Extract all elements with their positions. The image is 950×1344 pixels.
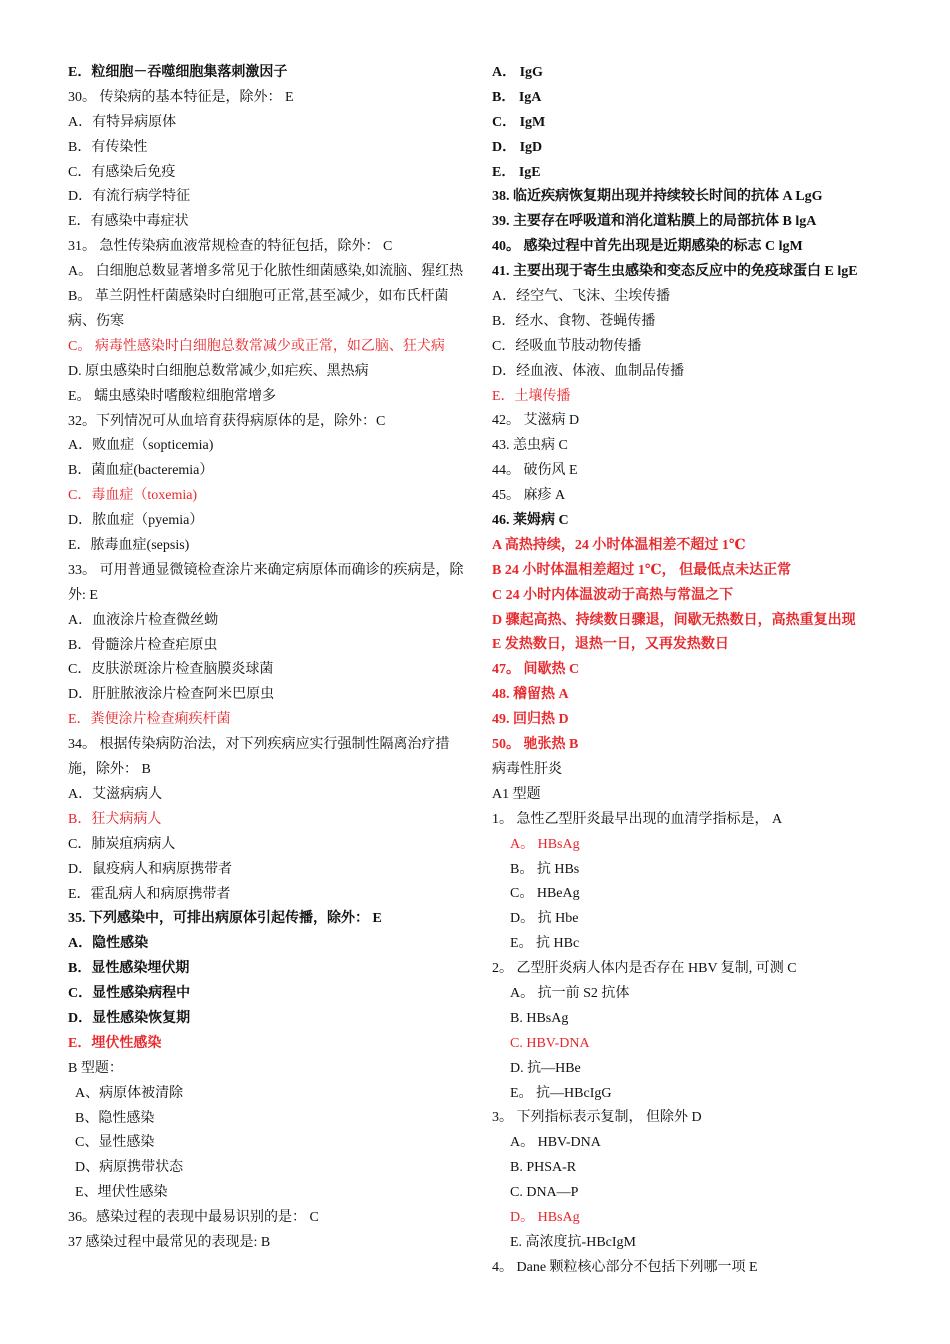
left-column-line: A．有特异病原体: [68, 114, 177, 130]
right-column-line: E。 抗—HBcIgG: [510, 1085, 612, 1101]
right-column-line: 42。 艾滋病 D: [492, 413, 580, 429]
left-column-line: B．有传染性: [68, 139, 148, 155]
right-column-line: A．经空气、飞沫、尘埃传播: [492, 289, 671, 305]
left-column-line: D．有流行病学特征: [68, 189, 191, 205]
right-column-line: C。 HBeAg: [510, 886, 580, 902]
right-column-line: B。 抗 HBs: [510, 861, 580, 877]
right-column-line: D。 HBsAg: [510, 1209, 580, 1225]
left-column-line: C．皮肤淤斑涂片检查脑膜炎球菌: [68, 662, 274, 678]
left-column-line: B．狂犬病病人: [68, 811, 162, 827]
right-column-line: B． IgA: [492, 89, 542, 105]
right-column-line: 39. 主要存在呼吸道和消化道粘膜上的局部抗体 B lgA: [492, 214, 817, 230]
left-column-line: B。 革兰阴性杆菌感染时白细胞可正常,甚至减少，如布氏杆菌病、伤寒: [68, 289, 449, 329]
left-column-line: C．有感染后免疫: [68, 164, 176, 180]
right-column-line: A。 HBsAg: [510, 836, 580, 852]
right-column-line: 病毒性肝炎: [492, 761, 562, 777]
left-column-line: 36。感染过程的表现中最易识别的是： C: [68, 1210, 319, 1226]
right-column-line: A 高热持续，24 小时体温相差不超过 1℃: [492, 537, 746, 553]
left-column-line: E．有感染中毒症状: [68, 214, 189, 230]
left-column-line: 30。 传染病的基本特征是，除外： E: [68, 89, 294, 105]
left-column: [68, 61, 468, 1256]
left-column-line: A．艾滋病病人: [68, 786, 163, 802]
left-column-line: A、病原体被清除: [75, 1085, 184, 1101]
left-column-line: D、病原携带状态: [75, 1160, 184, 1176]
left-column-line: E。 蠕虫感染时嗜酸粒细胞常增多: [68, 388, 277, 404]
left-column-line: B 型题：: [68, 1060, 123, 1076]
left-column-line: B．骨髓涂片检查疟原虫: [68, 637, 218, 653]
right-column-line: 46. 莱姆病 C: [492, 513, 569, 529]
right-column-line: D. 抗—HBe: [510, 1060, 581, 1076]
right-column-line: 48. 稽留热 A: [492, 687, 569, 703]
right-column-line: 41. 主要出现于寄生虫感染和变态反应中的免疫球蛋白 E lgE: [492, 264, 858, 280]
right-column-line: B．经水、食物、苍蝇传播: [492, 313, 656, 329]
right-column-line: C． IgM: [492, 114, 546, 130]
right-column-line: B. PHSA-R: [510, 1160, 577, 1176]
left-column-line: 31。 急性传染病血液常规检查的特征包括，除外： C: [68, 239, 393, 255]
right-column-line: E。 抗 HBc: [510, 936, 580, 952]
left-column-line: C．毒血症（toxemia): [68, 488, 198, 504]
left-column-line: B．菌血症(bacteremia）: [68, 463, 214, 479]
right-column-line: B. HBsAg: [510, 1010, 569, 1026]
left-column-line: 37 感染过程中最常见的表现是: B: [68, 1234, 271, 1250]
right-column-line: C. DNA—P: [510, 1185, 579, 1201]
right-column-line: 40。 感染过程中首先出现是近期感染的标志 C lgM: [492, 239, 803, 255]
left-column-line: 32。下列情况可从血培育获得病原体的是，除外：C: [68, 413, 386, 429]
right-column-line: 4。 Dane 颗粒核心部分不包括下列哪一项 E: [492, 1259, 758, 1275]
right-column-line: A1 型题: [492, 786, 541, 802]
left-column-line: 33。 可用普通显微镜检查涂片来确定病原体而确诊的疾病是，除外: E: [68, 562, 464, 603]
left-column-line: A．血液涂片检查微丝蚴: [68, 612, 219, 628]
right-column-line: 45。 麻疹 A: [492, 488, 566, 504]
right-column-line: 2。 乙型肝炎病人体内是否存在 HBV 复制, 可测 C: [492, 961, 797, 977]
right-column-line: 3。 下列指标表示复制， 但除外 D: [492, 1110, 702, 1126]
right-column-line: 38. 临近疾病恢复期出现并持续较长时间的抗体 A LgG: [492, 189, 823, 205]
left-column-line: A．败血症（sopticemia): [68, 438, 214, 454]
left-column-line: B．显性感染埋伏期: [68, 961, 190, 977]
left-column-line: B、隐性感染: [75, 1110, 155, 1126]
right-column-line: B 24 小时体温相差超过 1℃， 但最低点未达正常: [492, 562, 792, 578]
right-column-line: 1。 急性乙型肝炎最早出现的血清学指标是， A: [492, 811, 783, 827]
left-column-line: D．脓血症（pyemia）: [68, 513, 204, 529]
right-column-line: C. HBV-DNA: [510, 1035, 590, 1051]
left-column-line: E．埋伏性感染: [68, 1035, 162, 1051]
right-column-line: D 骤起高热、持续数日骤退，间歇无热数日，高热重复出现: [492, 612, 856, 628]
right-column-line: D。 抗 Hbe: [510, 911, 579, 927]
left-column-line: 34。 根据传染病防治法，对下列疾病应实行强制性隔离治疗措施，除外： B: [68, 737, 450, 778]
left-column-line: 35. 下列感染中，可排出病原体引起传播，除外： E: [68, 911, 382, 927]
left-column-line: D．肝脏脓液涂片检查阿米巴原虫: [68, 687, 275, 703]
left-column-line: E、埋伏性感染: [75, 1185, 168, 1201]
right-column-line: C．经吸血节肢动物传播: [492, 338, 642, 354]
right-column-line: E． IgE: [492, 164, 541, 180]
left-column-line: A。 白细胞总数显著增多常见于化脓性细菌感染,如流脑、猩红热: [68, 264, 464, 280]
right-column-line: A． IgG: [492, 65, 543, 80]
right-column-line: 50。 驰张热 B: [492, 737, 579, 753]
left-column-line: C。 病毒性感染时白细胞总数常减少或正常，如乙脑、狂犬病: [68, 338, 445, 354]
right-column-line: D． IgD: [492, 139, 543, 155]
right-column-line: E．土壤传播: [492, 388, 571, 404]
right-column-line: 49. 回归热 D: [492, 712, 569, 728]
left-column-line: D．鼠疫病人和病原携带者: [68, 861, 233, 877]
right-column: [492, 61, 912, 1281]
right-column-line: D．经血液、体液、血制品传播: [492, 363, 685, 379]
left-column-line: C．肺炭疽病病人: [68, 836, 176, 852]
right-column-line: 47。 间歇热 C: [492, 662, 580, 678]
left-column-line: C．显性感染病程中: [68, 986, 191, 1002]
left-column-line: E．粒细胞－吞噬细胞集落刺激因子: [68, 65, 288, 80]
left-column-line: E．霍乱病人和病原携带者: [68, 886, 231, 902]
right-column-line: A。 抗一前 S2 抗体: [510, 985, 630, 1001]
right-column-line: A。 HBV-DNA: [510, 1135, 601, 1151]
left-column-line: A．隐性感染: [68, 936, 149, 952]
right-column-line: 43. 恙虫病 C: [492, 438, 568, 454]
right-column-line: E. 高浓度抗-HBcIgM: [510, 1234, 636, 1250]
right-column-line: 44。 破伤风 E: [492, 463, 578, 479]
right-column-line: C 24 小时内体温波动于高热与常温之下: [492, 587, 734, 603]
left-column-line: D. 原虫感染时白细胞总数常减少,如疟疾、黑热病: [68, 363, 369, 379]
left-column-line: C、显性感染: [75, 1135, 155, 1151]
left-column-line: E．脓毒血症(sepsis): [68, 537, 190, 553]
left-column-line: D．显性感染恢复期: [68, 1010, 191, 1026]
right-column-line: E 发热数日，退热一日，又再发热数日: [492, 637, 729, 653]
left-column-line: E．粪便涂片检查痢疾杆菌: [68, 712, 231, 728]
